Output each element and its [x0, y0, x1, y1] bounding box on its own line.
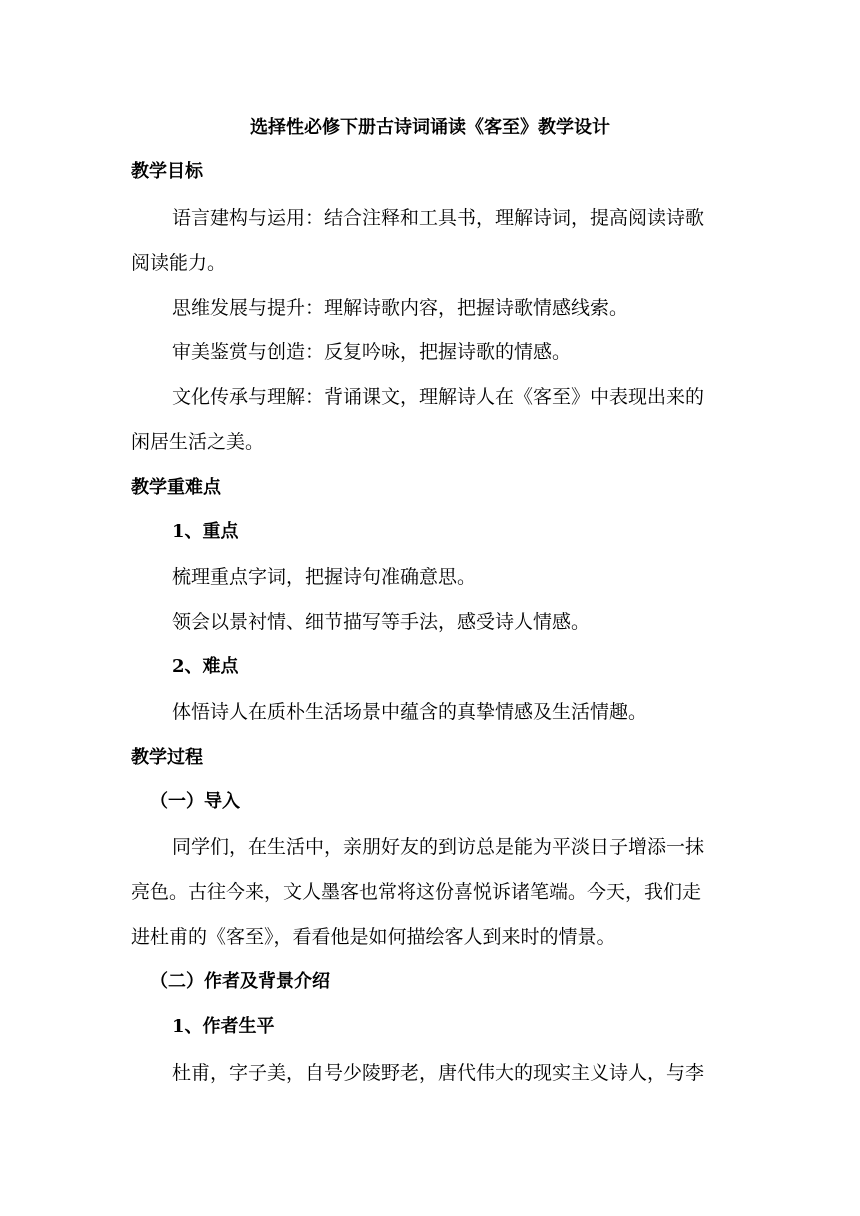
paragraph-goal-4-cont: 闲居生活之美。	[131, 431, 265, 453]
subheading-author-life: 1、作者生平	[172, 1016, 275, 1037]
heading-teaching-process: 教学过程	[131, 747, 203, 768]
paragraph-goal-2: 思维发展与提升：理解诗歌内容，把握诗歌情感线索。	[172, 297, 629, 319]
document-title: 选择性必修下册古诗词诵读《客至》教学设计	[250, 117, 610, 138]
paragraph-goal-3: 审美鉴赏与创造：反复吟咏，把握诗歌的情感。	[172, 341, 572, 363]
paragraph-intro-3: 进杜甫的《客至》，看看他是如何描绘客人到来时的情景。	[131, 926, 616, 948]
paragraph-author-life: 杜甫，字子美，自号少陵野老，唐代伟大的现实主义诗人，与李	[172, 1062, 705, 1084]
heading-key-points: 教学重难点	[131, 477, 221, 498]
paragraph-intro-1: 同学们，在生活中，亲朋好友的到访总是能为平淡日子增添一抹	[172, 836, 705, 858]
subheading-key: 1、重点	[172, 521, 239, 542]
paragraph-key-2: 领会以景衬情、细节描写等手法，感受诗人情感。	[172, 611, 591, 633]
heading-teaching-goals: 教学目标	[131, 161, 203, 182]
paragraph-goal-1-cont: 阅读能力。	[131, 252, 227, 274]
paragraph-difficult: 体悟诗人在质朴生活场景中蕴含的真挚情感及生活情趣。	[172, 701, 648, 723]
paragraph-key-1: 梳理重点字词，把握诗句准确意思。	[172, 566, 477, 588]
subheading-difficult: 2、难点	[172, 656, 239, 677]
subheading-author: （二）作者及背景介绍	[150, 971, 330, 992]
paragraph-goal-4: 文化传承与理解：背诵课文，理解诗人在《客至》中表现出来的	[172, 386, 705, 408]
paragraph-intro-2: 亮色。古往今来，文人墨客也常将这份喜悦诉诸笔端。今天，我们走	[131, 881, 702, 903]
subheading-intro: （一）导入	[150, 791, 240, 812]
paragraph-goal-1: 语言建构与运用：结合注释和工具书，理解诗词，提高阅读诗歌	[172, 207, 705, 229]
